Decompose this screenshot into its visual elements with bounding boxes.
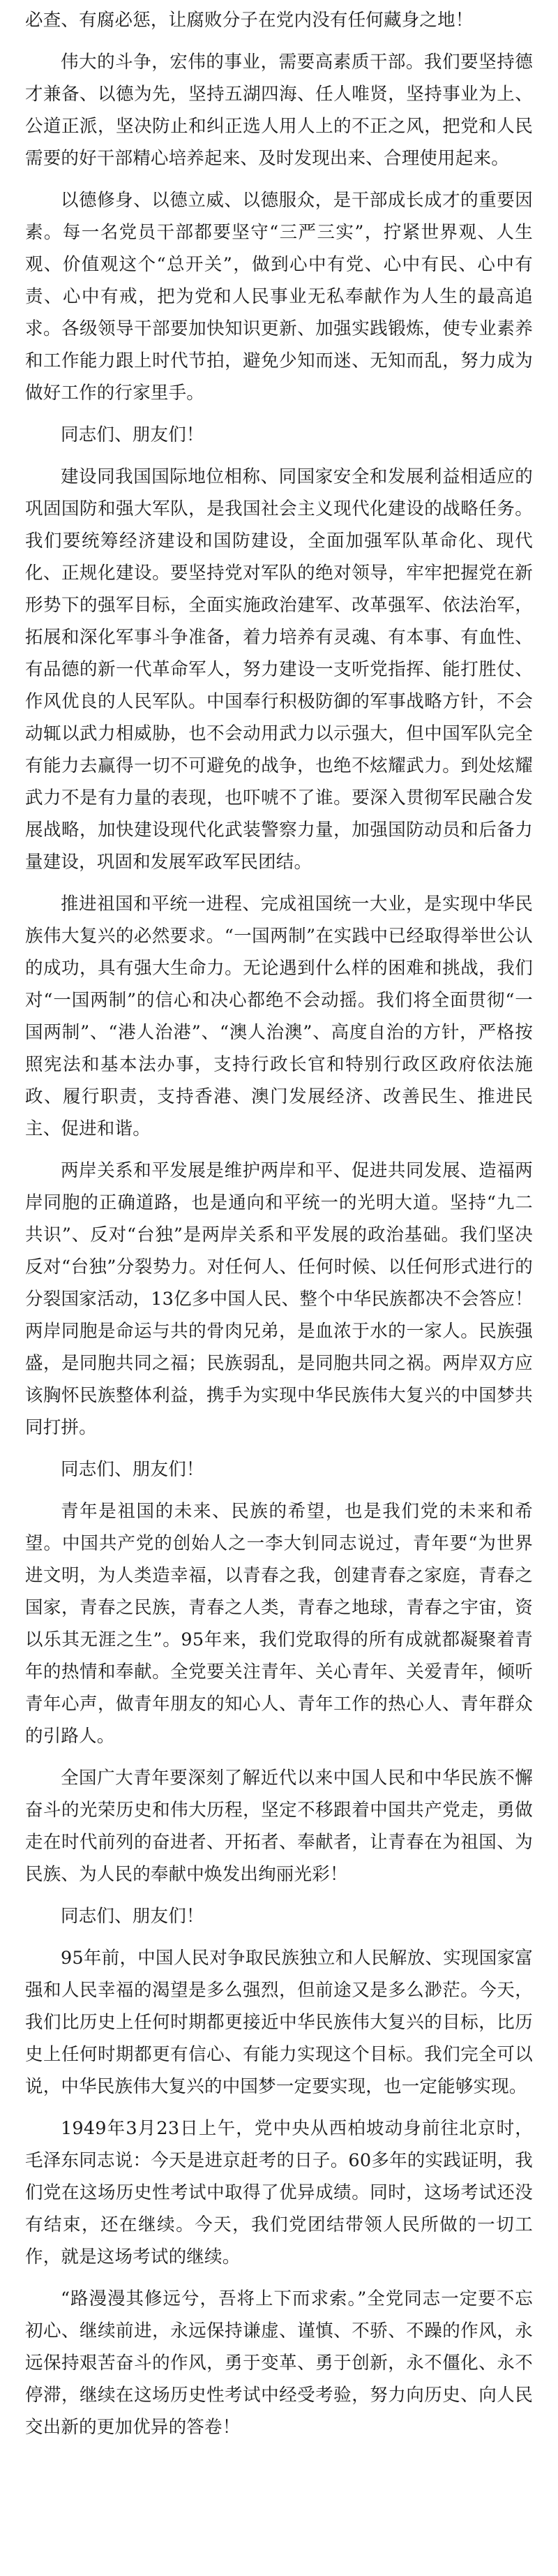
paragraph: “路漫漫其修远兮，吾将上下而求索。”全党同志一定要不忘初心、继续前进，永远保持谦虚、谨慎、不骄、不躁的作风，永远保持艰苦奋斗的作风，勇于变革、勇于创新，永不僵化、永不停滞，继续在这场历史性考试中经受考验，努力向历史、向人民交出新的更加优异的答卷！ [25,2288,533,2438]
paragraph: 建设同我国国际地位相称、同国家安全和发展利益相适应的巩固国防和强大军队，是我国社会主义现代化建设的战略任务。我们要统筹经济建设和国防建设，全面加强军队革命化、现代化、正规化建设。要坚持党对军队的绝对领导，牢牢把握党在新形势下的强军目标，全面实施政治建军、改革强军、依法治军，拓展和深化军事斗争准备，着力培养有灵魂、有本事、有血性、有品德的新一代革命军人，努力建设一支听党指挥、能打胜仗、作风优良的人民军队。中国奉行积极防御的军事战略方针，不会动辄以武力相威胁，也不会动用武力以示强大，但中国军队完全有能力去赢得一切不可避免的战争，也绝不炫耀武力。到处炫耀武力不是有力量的表现，也吓唬不了谁。要深入贯彻军民融合发展战略，加快建设现代化武装警察力量，加强国防动员和后备力量建设，巩固和发展军政军民团结。 [25,466,533,873]
paragraph: 伟大的斗争，宏伟的事业，需要高素质干部。我们要坚持德才兼备、以德为先，坚持五湖四海、任人唯贤，坚持事业为上、公道正派，坚决防止和纠正选人用人上的不正之风，把党和人民需要的好干部精心培养起来、及时发现出来、合理使用起来。 [25,52,533,169]
section-greeting: 同志们、朋友们！ [61,1459,204,1480]
paragraph: 全国广大青年要深刻了解近代以来中国人民和中华民族不懈奋斗的光荣历史和伟大历程，坚定不移跟着中国共产党走，勇做走在时代前列的奋进者、开拓者、奉献者，让青春在为祖国、为民族、为人民的奉献中焕发出绚丽光彩！ [25,1768,533,1885]
paragraph: 两岸关系和平发展是维护两岸和平、促进共同发展、造福两岸同胞的正确道路，也是通向和平统一的光明大道。坚持“九二共识”、反对“台独”是两岸关系和平发展的政治基础。我们坚决反对“台独”分裂势力。对任何人、任何时候、以任何形式进行的分裂国家活动，13亿多中国人民、整个中华民族都决不会答应！两岸同胞是命运与共的骨肉兄弟，是血浓于水的一家人。民族强盛，是同胞共同之福；民族弱乱，是同胞共同之祸。两岸双方应该胸怀民族整体利益，携手为实现中华民族伟大复兴的中国梦共同打拼。 [25,1160,533,1438]
paragraph: 95年前，中国人民对争取民族独立和人民解放、实现国家富强和人民幸福的渴望是多么强烈，但前途又是多么渺茫。今天，我们比历史上任何时期都更接近中华民族伟大复兴的目标，比历史上任何时期都更有信心、有能力实现这个目标。我们完全可以说，中华民族伟大复兴的中国梦一定要实现，也一定能够实现。 [25,1948,533,2097]
paragraph: 必查、有腐必惩，让腐败分子在党内没有任何藏身之地！ [25,10,474,31]
section-greeting: 同志们、朋友们！ [61,424,204,445]
section-greeting: 同志们、朋友们！ [61,1906,204,1927]
paragraph: 青年是祖国的未来、民族的希望，也是我们党的未来和希望。中国共产党的创始人之一李大钊同志说过，青年要“为世界进文明，为人类造幸福，以青春之我，创建青春之家庭，青春之国家，青春之民族，青春之人类，青春之地球，青春之宇宙，资以乐其无涯之生”。95年来，我们党取得的所有成就都凝聚着青年的热情和奉献。全党要关注青年、关心青年、关爱青年，倾听青年心声，做青年朋友的知心人、青年工作的热心人、青年群众的引路人。 [25,1501,533,1747]
paragraph: 以德修身、以德立威、以德服众，是干部成长成才的重要因素。每一名党员干部都要坚守“三严三实”，拧紧世界观、人生观、价值观这个“总开关”，做到心中有党、心中有民、心中有责、心中有戒，把为党和人民事业无私奉献作为人生的最高追求。各级领导干部要加快知识更新、加强实践锻炼，使专业素养和工作能力跟上时代节拍，避免少知而迷、无知而乱，努力成为做好工作的行家里手。 [25,190,533,404]
paragraph: 1949年3月23日上午，党中央从西柏坡动身前往北京时，毛泽东同志说：今天是进京赶考的日子。60多年的实践证明，我们党在这场历史性考试中取得了优异成绩。同时，这场考试还没有结束，还在继续。今天，我们党团结带领人民所做的一切工作，就是这场考试的继续。 [25,2118,533,2267]
paragraph: 推进祖国和平统一进程、完成祖国统一大业，是实现中华民族伟大复兴的必然要求。“一国两制”在实践中已经取得举世公认的成功，具有强大生命力。无论遇到什么样的困难和挑战，我们对“一国两制”的信心和决心都绝不会动摇。我们将全面贯彻“一国两制”、“港人治港”、“澳人治澳”、高度自治的方针，严格按照宪法和基本法办事，支持行政长官和特别行政区政府依法施政、履行职责，支持香港、澳门发展经济、改善民生、推进民主、促进和谐。 [25,894,533,1139]
